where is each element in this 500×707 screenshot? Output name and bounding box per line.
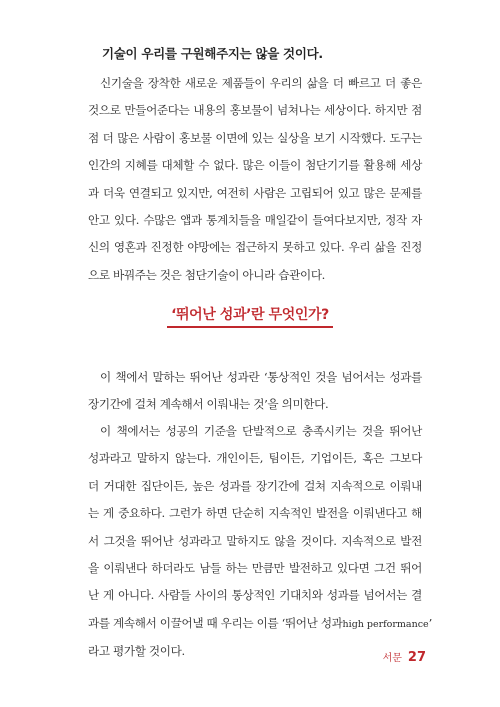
paragraph-line: 이 책에서는 성공의 기준을 단발적으로 충족시키는 것을 뛰어난 xyxy=(100,424,422,438)
paragraph-line: 것으로 만들어준다는 내용의 홍보물이 넘쳐나는 세상이다. 하지만 점 xyxy=(88,103,422,118)
paragraph-line: 을 이뤄낸다 하더라도 남들 하는 만큼만 발전하고 있다면 그건 뛰어 xyxy=(88,561,422,576)
paragraph-line: 라고 평가할 것이다. xyxy=(88,644,185,659)
section-title-text: ‘뛰어난 성과’란 무엇인가? xyxy=(167,307,333,328)
paragraph-criteria xyxy=(88,418,433,666)
paragraph-line: 신기술을 장착한 새로운 제품들이 우리의 삶을 더 빠르고 더 좋은 xyxy=(100,76,422,90)
paragraph-line: 는 게 중요하다. 그런가 하면 단순히 지속적인 발전을 이뤄낸다고 해 xyxy=(88,506,422,521)
paragraph-line: 안고 있다. 수많은 앱과 통계치들을 매일같이 들여다보지만, 정작 자 xyxy=(88,213,422,228)
paragraph-line: 신의 영혼과 진정한 야망에는 접근하지 못하고 있다. 우리 삶을 진정 xyxy=(88,240,422,255)
page-footer xyxy=(383,649,426,665)
paragraph-line: 난 게 아니다. 사람들 사이의 통상적인 기대치와 성과를 넘어서는 결 xyxy=(88,588,422,603)
paragraph-line: 으로 바꿔주는 것은 첨단기술이 아니라 습관이다. xyxy=(88,267,326,282)
line-text: 과를 계속해서 이끌어낼 때 우리는 이를 ‘뛰어난 성과 xyxy=(88,615,343,630)
page-number: 27 xyxy=(407,650,426,665)
english-term: high performance xyxy=(342,618,429,630)
paragraph-line: 인간의 지혜를 대체할 수 없다. 많은 이들이 첨단기기를 활용해 세상 xyxy=(88,158,422,173)
section-title xyxy=(0,304,500,324)
paragraph-line: 더 거대한 집단이든, 높은 성과를 장기간에 걸쳐 지속적으로 이뤄내 xyxy=(88,478,422,493)
paragraph-line-mixed xyxy=(88,610,433,638)
paragraph-line: 이 책에서 말하는 뛰어난 성과란 ‘통상적인 것을 넘어서는 성과를 xyxy=(100,370,422,384)
paragraph-line: 서 그것을 뛰어난 성과라고 말하지도 않을 것이다. 지속적으로 발전 xyxy=(88,533,422,548)
paragraph-definition xyxy=(88,364,422,419)
section-heading: 기술이 우리를 구원해주지는 않을 것이다. xyxy=(102,46,323,61)
paragraph-line: 과 더욱 연결되고 있지만, 여전히 사람은 고립되어 있고 많은 문제를 xyxy=(88,185,422,200)
paragraph-line: 성과라고 말하지 않는다. 개인이든, 팀이든, 기업이든, 혹은 그보다 xyxy=(88,451,422,466)
chapter-label: 서문 xyxy=(382,653,402,664)
paragraph-line: 장기간에 걸쳐 계속해서 이뤄내는 것’을 의미한다. xyxy=(88,397,329,412)
closing-quote: ’ xyxy=(428,615,433,630)
paragraph-line: 점 더 많은 사람이 홍보물 이면에 있는 실상을 보기 시작했다. 도구는 xyxy=(88,130,422,145)
paragraph-technology xyxy=(88,70,422,289)
